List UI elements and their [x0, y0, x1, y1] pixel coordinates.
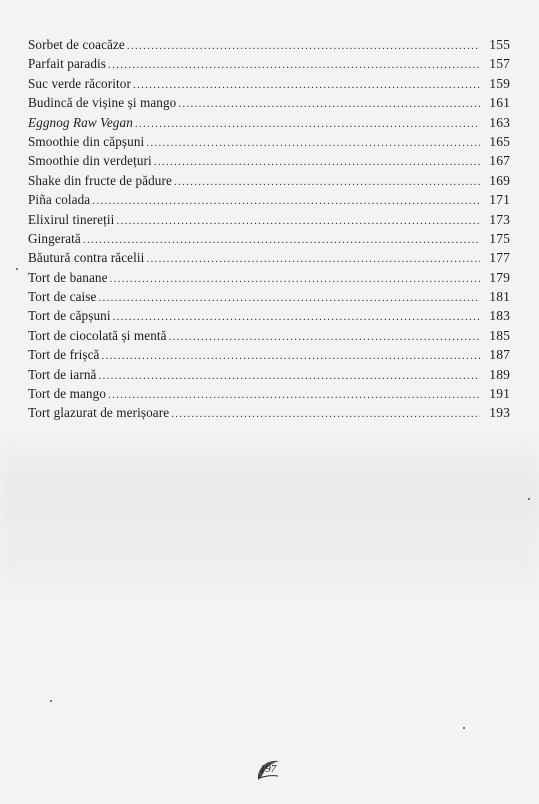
toc-leader-dots	[92, 192, 480, 211]
toc-leader-dots	[135, 115, 480, 134]
toc-leader-dots	[113, 308, 480, 327]
toc-leader-dots	[98, 367, 480, 386]
toc-leader-dots	[127, 37, 480, 56]
toc-entry-title: Sorbet de coacăze	[28, 37, 125, 52]
toc-leader-dots	[174, 173, 480, 192]
toc-entry	[28, 248, 510, 267]
toc-entry	[28, 74, 510, 93]
toc-entry-page: 175	[489, 230, 510, 246]
toc-entry-title: Tort de mango	[28, 386, 107, 402]
toc-entry-title: Smoothie din căpșuni	[28, 133, 145, 149]
toc-entry-title: Piña colada	[28, 192, 91, 208]
toc-entry-title: Tort glazurat de merișoare	[28, 405, 170, 421]
page-number-ornament	[255, 758, 281, 780]
toc-entry	[28, 151, 510, 170]
paper-speck	[50, 700, 52, 702]
paper-speck	[463, 727, 465, 729]
toc-entry	[28, 268, 510, 287]
toc-entry-title: Tort de banane	[28, 269, 108, 285]
toc-entry-page: 177	[489, 250, 510, 266]
toc-leader-dots	[146, 134, 480, 153]
toc-entry-page: 187	[489, 347, 510, 363]
toc-leader-dots	[98, 289, 480, 308]
toc-entry	[28, 93, 510, 112]
toc-entry	[28, 35, 510, 54]
toc-entry	[28, 384, 510, 403]
toc-leader-dots	[171, 405, 480, 424]
toc-entry-title: Smoothie din verdețuri	[28, 153, 152, 169]
toc-entry-title: Gingerată	[28, 230, 81, 246]
toc-entry-title: Suc verde răcoritor	[28, 75, 131, 91]
toc-leader-dots	[108, 56, 480, 75]
toc-entry	[28, 132, 510, 151]
toc-entry-page: 163	[489, 114, 510, 130]
page-number: 197	[259, 763, 277, 775]
toc-entry-title: Tort de caise	[28, 289, 97, 305]
toc-entry	[28, 210, 510, 229]
toc-entry-page: 159	[489, 75, 510, 91]
paper-speck	[528, 498, 530, 500]
toc-entry-page: 191	[489, 386, 510, 402]
toc-entry-title: Eggnog Raw Vegan	[28, 114, 133, 130]
toc-entry-page: 171	[489, 192, 510, 208]
toc-entry-title: Tort de ciocolată și mentă	[28, 327, 167, 343]
toc-entry	[28, 229, 510, 248]
toc-entry-page: 193	[489, 405, 510, 421]
toc-entry-title: Tort de iarnă	[28, 366, 97, 382]
toc-entry-page: 173	[489, 211, 510, 227]
toc-entry	[28, 403, 510, 422]
toc-leader-dots	[146, 250, 480, 269]
toc-entry	[28, 171, 510, 190]
toc-entry	[28, 345, 510, 364]
toc-leader-dots	[102, 347, 480, 366]
toc-leader-dots	[133, 76, 480, 95]
toc-entry-title: Budincă de vișine și mango	[28, 95, 177, 111]
toc-entry	[28, 54, 510, 73]
toc-entry-title: Băutură contra răcelii	[28, 250, 145, 266]
toc-entry	[28, 326, 510, 345]
toc-entry	[28, 113, 510, 132]
toc-entry-page: 161	[489, 95, 510, 111]
toc-entry-page: 167	[489, 153, 510, 169]
toc-entry-title: Parfait paradis	[28, 56, 107, 72]
toc-leader-dots	[178, 95, 480, 114]
toc-entry-page: 155	[489, 37, 510, 52]
toc-leader-dots	[110, 270, 480, 289]
toc-entry-title: Tort de căpșuni	[28, 308, 111, 324]
toc-entry-page: 181	[489, 289, 510, 305]
toc-leader-dots	[154, 153, 480, 172]
toc-entry	[28, 190, 510, 209]
toc-entry-title: Tort de frișcă	[28, 347, 100, 363]
toc-entry-page: 185	[489, 327, 510, 343]
toc-leader-dots	[169, 328, 480, 347]
toc-entry-title: Shake din fructe de pădure	[28, 172, 172, 188]
toc-entry-page: 183	[489, 308, 510, 324]
toc-entry	[28, 306, 510, 325]
toc-entry-title: Elixirul tinereții	[28, 211, 115, 227]
paper-speck	[16, 268, 18, 270]
show-through-bleed	[0, 430, 539, 600]
table-of-contents	[28, 35, 510, 423]
toc-entry	[28, 287, 510, 306]
toc-entry-page: 189	[489, 366, 510, 382]
toc-entry-page: 165	[489, 133, 510, 149]
toc-entry-page: 157	[489, 56, 510, 72]
toc-entry	[28, 365, 510, 384]
toc-entry-page: 179	[489, 269, 510, 285]
toc-entry-page: 169	[489, 172, 510, 188]
toc-leader-dots	[116, 212, 480, 231]
